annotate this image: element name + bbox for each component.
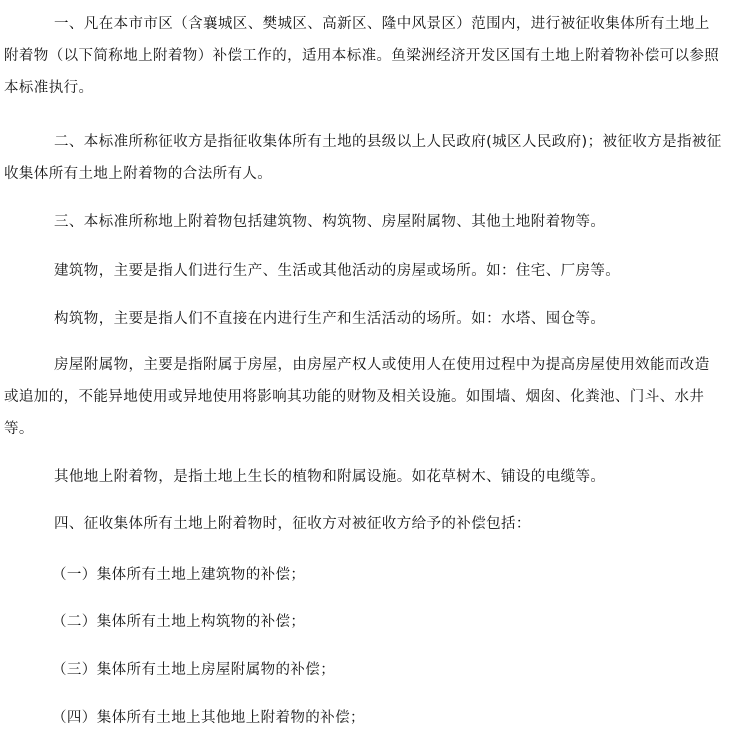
list-item-buildings: （一）集体所有土地上建筑物的补偿；: [52, 567, 306, 583]
list-item-house-appendages: （三）集体所有土地上房屋附属物的补偿；: [52, 662, 336, 678]
list-item-structures: （二）集体所有土地上构筑物的补偿；: [52, 614, 306, 630]
paragraph-scope: 一、凡在本市市区（含襄城区、樊城区、高新区、隆中风景区）范围内，进行被征收集体所有土地上附着物（以下简称地上附着物）补偿工作的，适用本标准。鱼梁洲经济开发区国有土地上附着物补偿可以参照本标准执行。: [4, 16, 720, 96]
list-item-other-attachments: （四）集体所有土地上其他地上附着物的补偿；: [52, 710, 365, 726]
paragraph-other-attachments: 其他地上附着物，是指土地上生长的植物和附属设施。如花草树木、铺设的电缆等。: [54, 469, 606, 485]
paragraph-attachments: 三、本标准所称地上附着物包括建筑物、构筑物、房屋附属物、其他土地附着物等。: [54, 214, 606, 230]
paragraph-definitions: 二、本标准所称征收方是指征收集体所有土地的县级以上人民政府(城区人民政府)；被征收方是指被征收集体所有土地上附着物的合法所有人。: [4, 134, 722, 182]
paragraph-compensation-intro: 四、征收集体所有土地上附着物时，征收方对被征收方给予的补偿包括：: [54, 516, 531, 532]
paragraph-buildings: 建筑物，主要是指人们进行生产、生活或其他活动的房屋或场所。如：住宅、厂房等。: [54, 263, 621, 279]
paragraph-structures: 构筑物，主要是指人们不直接在内进行生产和生活活动的场所。如：水塔、囤仓等。: [54, 311, 606, 327]
paragraph-house-appendages: 房屋附属物，主要是指附属于房屋，由房屋产权人或使用人在使用过程中为提高房屋使用效能而改造或追加的，不能异地使用或异地使用将影响其功能的财物及相关设施。如围墙、烟囱、化粪池、门斗、水井等。: [4, 357, 710, 437]
